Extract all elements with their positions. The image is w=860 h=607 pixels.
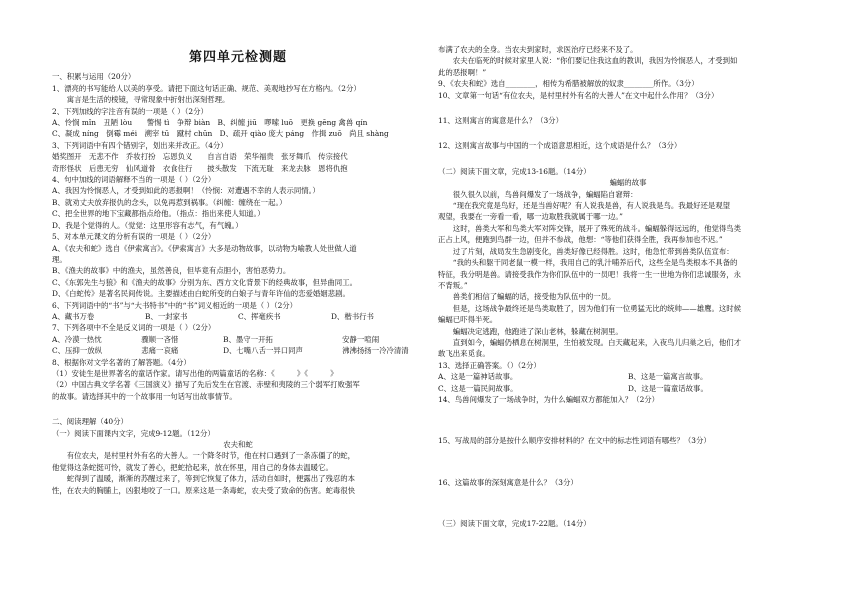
option-line: A、我因为怜悯恶人，才受到如此的恶报啊！（怜悯：对遭遇不幸的人表示同情。） bbox=[52, 186, 320, 196]
passage-line: 布满了农夫的全身。当农夫到家时，求医治疗已经来不及了。 bbox=[438, 45, 638, 54]
passage-line: 农夫在临死的时候对家里人说：“你们要记住我这血的教训，我因为怜悯恶人，才受到如 bbox=[452, 56, 738, 66]
passage-line: 敢飞出来觅食。 bbox=[438, 349, 490, 359]
option-c: C、压抑一放纵 bbox=[52, 346, 102, 356]
option-c: C、挥毫疾书 bbox=[238, 311, 281, 321]
option-b: B、墨守一开拓 bbox=[223, 334, 273, 344]
option-line: B、就劝丈夫放弃报仇的念头，以免再惹到祸事。（纠缠：缠绕在一起。） bbox=[52, 197, 287, 207]
option-b-pair: 安静一喧闹 bbox=[342, 334, 380, 344]
right-column bbox=[438, 0, 818, 607]
question-text: 16、这篇故事的深刻寓意是什么？（3分） bbox=[438, 477, 578, 487]
answer-space bbox=[438, 488, 818, 518]
question-text: 10、文章第一句话“有位农夫，是村里村外有名的大善人”在文中起什么作用？（3分） bbox=[438, 90, 719, 100]
question-text: 11、这则寓言的寓意是什么？（3分） bbox=[438, 116, 563, 126]
option-line: A、《农夫和蛇》选自《伊索寓言》。《伊索寓言》大多是动物故事，以动物为喻教人处世做人道 bbox=[52, 243, 357, 253]
passage-line: 性，在农夫的胸脯上，凶狠地咬了一口。原来这是一条毒蛇，农夫受了致命的伤害。蛇毒很快 bbox=[52, 485, 356, 495]
passage-line: 蝙蝠已吓得半死。 bbox=[438, 315, 498, 325]
passage-line: 有位农夫，是村里村外有名的大善人。一个降冬时节，他在村口遇到了一条冻僵了的蛇， bbox=[66, 451, 356, 461]
passage-line: 不背叛。” bbox=[438, 280, 468, 290]
question-text: 14、鸟兽间爆发了一场战争时，为什么蝙蝠双方都能加入？（2分） bbox=[438, 394, 660, 404]
section-heading: 一、积累与运用（20分） bbox=[52, 72, 136, 82]
question-text: 1、漂亮的书写能给人以美的享受。请把下面这句话正确、规范、美观地抄写在方格内。（2分） bbox=[52, 83, 361, 93]
option-line: D、我是个觉得的人。（觉觉：这里形容有志气，有气魄。） bbox=[52, 220, 243, 230]
section-heading: （二）阅读下面文章，完成13-16题。（14分） bbox=[438, 166, 591, 176]
copy-sentence: 寓言是生活的棱镜，寻常现象中折射出深刻哲理。 bbox=[66, 95, 230, 105]
word-list: 奇形怪状 后患无穷 仙风道骨 衣食住行 披头散发 下流无耻 来龙去脉 恩将仇抱 bbox=[52, 163, 348, 173]
option-a-pair: 骤顺一吝惜 bbox=[141, 334, 179, 344]
question-text: 13、选择正确答案。（）（2分） bbox=[438, 360, 541, 370]
question-text: 8、根据你对文学名著的了解答题。（4分） bbox=[52, 357, 191, 367]
answer-space bbox=[52, 402, 424, 416]
word-list: 婚奖图开 无悲不作 乔妆打扮 忘恩负义 自言自语 荣华福贵 张牙舞爪 传宗接代 bbox=[52, 152, 348, 162]
option-a: A、这是一篇神话故事。 bbox=[438, 372, 518, 382]
passage-line: 特征，我分明是兽。请接受我作为你们队伍中的一员吧！我将一生一世地为你们忠诚服务，永 bbox=[438, 269, 742, 279]
passage-line: 但是，这场战争最终还是鸟类取胜了，因为他们有一位勇猛无比的统帅——雄鹰。这时候 bbox=[452, 303, 742, 313]
option-a: A、藏书万卷 bbox=[52, 311, 95, 321]
passage-line: 他觉得这条蛇挺可怜，就发了善心，把蛇拾起来，放在怀里，用自己的身体去温暖它。 bbox=[52, 462, 333, 472]
q6-options bbox=[52, 311, 424, 322]
question-text: 的故事。请选择其中的一个故事用一句话写出故事情节。 bbox=[52, 391, 237, 401]
passage-line: 很久很久以前，鸟兽间爆发了一场战争，蝙蝠陷自窘辩： bbox=[452, 189, 638, 199]
question-text: （2）中国古典文学名著《三国演义》描写了先后发生在官渡、赤壁和夷陵的三个弱军打败强军 bbox=[52, 380, 360, 390]
question-text: 3、下列词语中有四个错别字，划出来并改正。（4分） bbox=[52, 140, 228, 150]
option-b: B、这是一篇寓言故事。 bbox=[628, 372, 708, 382]
question-text: 15、写战局的部分是按什么顺序安排材料的？在文中的标志性词语有哪些？（3分） bbox=[438, 436, 711, 446]
option-line: B、《渔夫的故事》中的渔夫，虽然善良，但毕竟有点胆小，害怕恶势力。 bbox=[52, 266, 291, 276]
answer-space bbox=[438, 405, 818, 435]
passage-title: 农夫和蛇 bbox=[223, 440, 253, 449]
option-line: D、《白蛇传》是著名民间传说。主要描述由白蛇所变的白娘子与青年许仙的恋爱婚姻悲剧。 bbox=[52, 289, 350, 299]
passage-line: 蛇得到了温暖，渐渐的苏醒过来了，等到它恢复了体力，活动自如时，便露出了残忍的本 bbox=[66, 474, 356, 484]
question-text: （一）阅读下面课内文字，完成9-12题。（12分） bbox=[52, 428, 215, 438]
q7-row bbox=[52, 345, 424, 356]
passage-line: 正占上风，便跑到鸟群一边，但并不参战，他想：“等他们获得全胜，我再参加也不迟。” bbox=[438, 235, 723, 245]
option-b: B、一封家书 bbox=[145, 311, 188, 321]
option-line: C、凝成 níng 倒霉 méi 溯宰 tū 蹴村 chūn D、疏开 qiào 庞大 páng 作揖 zuō 尚且 shàng bbox=[52, 129, 389, 139]
passage-line: 过了片刻，战局发生急剧变化，兽类好像已经得胜。这时，他急忙带到兽类队伍宣布： bbox=[452, 246, 734, 256]
passage-line: “现在我究竟是鸟好，还是当兽好呢？有人说我是兽，有人说我是鸟。我最好还是观望 bbox=[452, 201, 731, 211]
passage-line: “我的头和躯干同老鼠一模一样，我用自己的乳汁哺养后代，这些全是鸟类根本不具备的 bbox=[452, 258, 738, 268]
answer-space bbox=[438, 152, 818, 166]
option-a: A、冷漠一热忱 bbox=[52, 334, 102, 344]
q13-options bbox=[438, 383, 818, 394]
passage-title: 蝙蝠的故事 bbox=[609, 178, 647, 188]
option-d-pair: 沸沸扬扬一冷冷清清 bbox=[342, 346, 409, 356]
answer-space bbox=[438, 126, 818, 140]
question-text: 4、句中加线的词语解释不当的一项是（ ）（2分） bbox=[52, 175, 216, 185]
answer-space bbox=[438, 101, 818, 115]
section-heading: 二、阅读理解（40分） bbox=[52, 417, 128, 427]
question-text: 6、下列词语中的“书”与“大书特书”中的“书”词义相近的一项是（ ）（2分） bbox=[52, 300, 298, 310]
question-text: （1）安徒生是世界著名的童话作家。请写出他的两篇童话的名称：《 》《 》 bbox=[52, 368, 338, 378]
passage-line: 这时，兽类大军和鸟类大军对阵交锋，展开了殊死的战斗。蝙蝠躲得远远的，他觉得鸟类 bbox=[452, 223, 742, 233]
option-d: D、这是一篇童话故事。 bbox=[628, 383, 708, 393]
option-line: A、怜悯 mǐn 丑陋 lòu 警惕 tì 争辩 biàn B、纠缠 jiū 啰嗦 luō 更换 gēng 禽兽 qín bbox=[52, 118, 368, 128]
option-line: 理。 bbox=[52, 254, 67, 264]
q13-options bbox=[438, 371, 818, 382]
passage-line: 观望，我要在一旁看一看，哪一边取胜我就属于哪一边。” bbox=[438, 212, 623, 222]
passage-line: 兽类们相信了蝙蝠的话，接受他为队伍中的一员。 bbox=[452, 292, 616, 302]
passage-line: 此的恶报啊！” bbox=[438, 67, 487, 77]
question-text: 2、下列加线的字注音有误的一项是（ ）（2分） bbox=[52, 106, 208, 116]
question-text: 12、这则寓言故事与中国的一个成语意思相近，这个成语是什么？（3分） bbox=[438, 141, 682, 151]
answer-space bbox=[438, 447, 818, 477]
option-d: D、楷书行书 bbox=[331, 311, 374, 321]
section-heading: （三）阅读下面文章，完成17-22题。（14分） bbox=[438, 519, 591, 529]
question-text: 9、《农夫和蛇》选自________，相传为希腊被解放的奴隶________所作。（3分） bbox=[438, 79, 699, 89]
page-title: 第四单元检测题 bbox=[188, 50, 287, 65]
option-line: C、《东郭先生与狼》和《渔夫的故事》分别为东、西方文化背景下的经典故事，但异曲同工。 bbox=[52, 277, 357, 287]
question-text: 5、对本单元课文的分析有误的一项是（ ）（2分） bbox=[52, 232, 216, 242]
passage-line: 蝙蝠决定逃跑，他跑进了深山老林，躲藏在树洞里。 bbox=[452, 326, 623, 336]
passage-line: 直到如今，蝙蝠仍栖息在树洞里，生怕被发现。白天藏起来，入夜鸟儿归巢之后，他们才 bbox=[452, 337, 742, 347]
option-line: C、把全世界的地下宝藏都指点给他。（指点：指出来使人知道。） bbox=[52, 209, 265, 219]
left-column bbox=[52, 0, 424, 607]
option-c-pair: 悲痛一哀痛 bbox=[141, 346, 179, 356]
q7-row bbox=[52, 334, 424, 345]
option-c: C、这是一篇民间故事。 bbox=[438, 383, 518, 393]
question-text: 7、下列各项中不全是反义词的一项是（ ）（2分） bbox=[52, 323, 216, 333]
option-d: D、七嘴八舌一异口同声 bbox=[223, 346, 303, 356]
